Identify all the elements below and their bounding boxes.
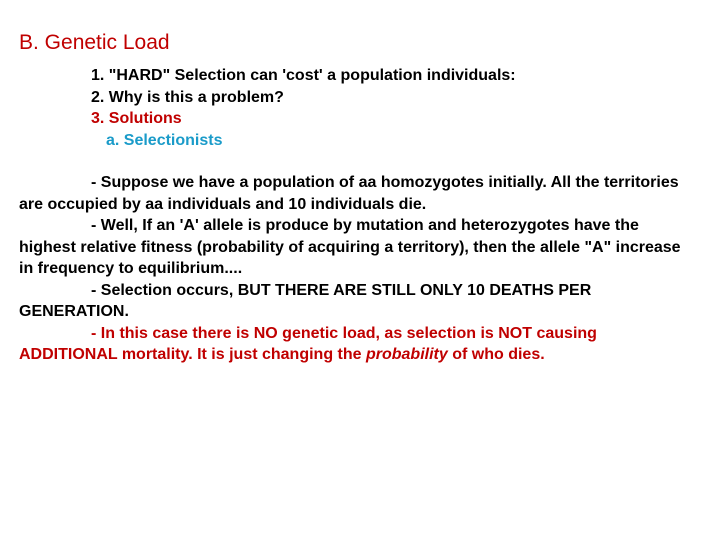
outline-item-hard-selection: 1. "HARD" Selection can 'cost' a population individuals: xyxy=(91,67,516,84)
paragraph-suppose xyxy=(19,172,689,215)
paragraph-conclusion-tail: of who dies. xyxy=(447,346,545,363)
paragraph-mutation xyxy=(19,215,689,280)
paragraph-conclusion-text: - In this case there is NO genetic load, as selection is NOT causing ADDITIONAL mortality. It is just changing the xyxy=(19,324,597,363)
slide-title: B. Genetic Load xyxy=(19,31,170,54)
paragraph-conclusion-emphasis: probability xyxy=(365,346,448,363)
paragraph-selection-occurs-text: - Selection occurs, BUT THERE ARE STILL ONLY 10 DEATHS PER GENERATION. xyxy=(19,281,592,320)
outline-subitem-selectionists: a. Selectionists xyxy=(106,131,223,149)
paragraph-suppose-text: - Suppose we have a population of aa homozygotes initially. All the territories are occupied by aa individuals and 10 individuals die. xyxy=(19,174,679,213)
outline-list xyxy=(91,65,516,151)
outline-item-solutions: 3. Solutions xyxy=(91,110,182,127)
outline-item-why-problem: 2. Why is this a problem? xyxy=(91,88,284,106)
paragraph-selection-occurs xyxy=(19,280,689,323)
paragraph-conclusion xyxy=(19,323,689,366)
paragraph-mutation-text: - Well, If an 'A' allele is produce by mutation and heterozygotes have the highest relative fitness (probability of acquiring a territory), then the allele "A" increase in frequency to equilibrium.... xyxy=(19,217,681,277)
explanation-body xyxy=(19,172,689,366)
